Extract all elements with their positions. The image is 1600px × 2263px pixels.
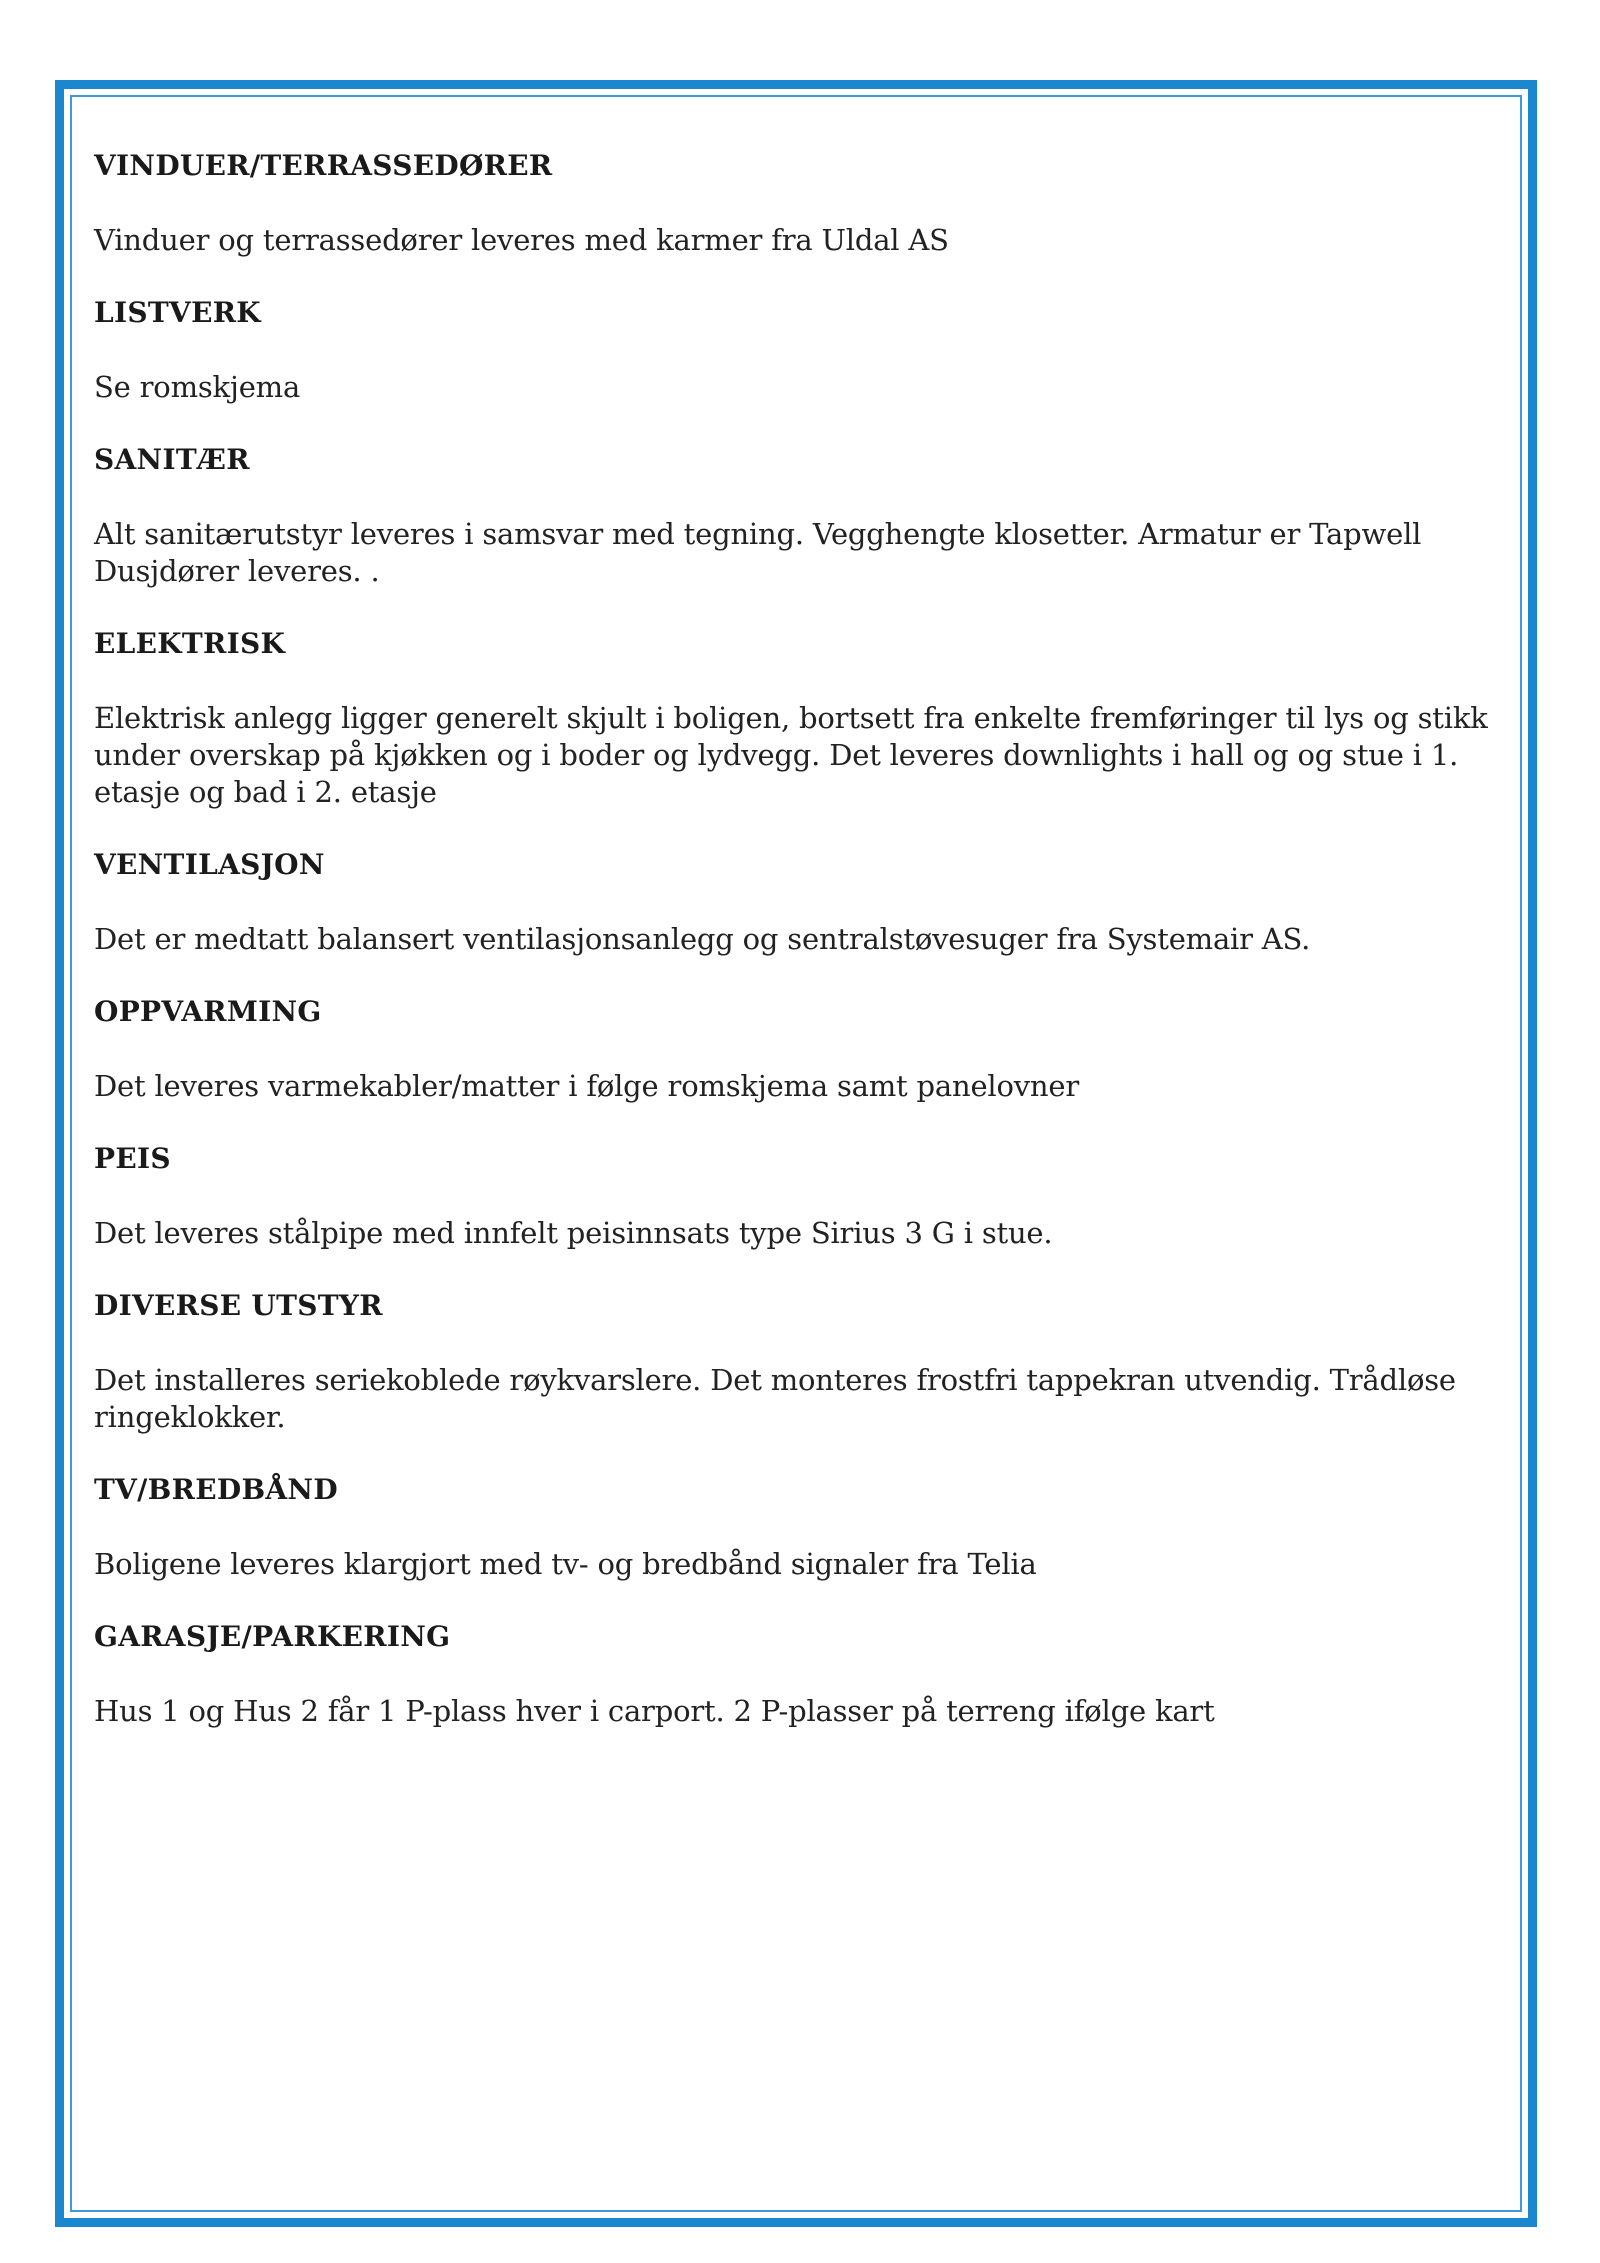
section-body: Det installeres seriekoblede røykvarslere. Det monteres frostfri tappekran utvendig. Trådløse ringeklokker. (94, 1363, 1456, 1434)
section-heading: DIVERSE UTSTYR (94, 1289, 383, 1322)
section-heading: TV/BREDBÅND (94, 1473, 338, 1506)
section-heading: VENTILASJON (94, 848, 325, 881)
section-body: Boligene leveres klargjort med tv- og bredbånd signaler fra Telia (94, 1547, 1037, 1581)
section-body: Alt sanitærutstyr leveres i samsvar med tegning. Vegghengte klosetter. Armatur er Tapwell Dusjdører leveres. . (94, 517, 1422, 588)
section-body: Det er medtatt balansert ventilasjonsanlegg og sentralstøvesuger fra Systemair AS. (94, 922, 1311, 956)
section-body: Elektrisk anlegg ligger generelt skjult i boligen, bortsett fra enkelte fremføringer til lys og stikk under overskap på kjøkken og i boder og lydvegg. Det leveres downlights i hall og og stue i 1. etasje og bad i 2. etasje (94, 701, 1488, 809)
section-heading: PEIS (94, 1142, 171, 1175)
section-garasje-parkering (94, 1619, 1504, 1730)
section-vinduer-terrassedorer (94, 148, 1504, 259)
section-ventilasjon (94, 847, 1504, 958)
section-heading: SANITÆR (94, 443, 250, 476)
section-body: Vinduer og terrassedører leveres med karmer fra Uldal AS (94, 223, 949, 257)
section-oppvarming (94, 994, 1504, 1105)
section-heading: VINDUER/TERRASSEDØRER (94, 149, 553, 182)
document-content (94, 148, 1504, 1766)
section-sanitaer (94, 442, 1504, 590)
section-heading: OPPVARMING (94, 995, 322, 1028)
section-heading: GARASJE/PARKERING (94, 1620, 451, 1653)
section-diverse-utstyr (94, 1288, 1504, 1436)
section-listverk (94, 295, 1504, 406)
section-elektrisk (94, 626, 1504, 811)
section-heading: ELEKTRISK (94, 627, 286, 660)
section-body: Det leveres stålpipe med innfelt peisinnsats type Sirius 3 G i stue. (94, 1216, 1053, 1250)
section-tv-bredband (94, 1472, 1504, 1583)
section-heading: LISTVERK (94, 296, 261, 329)
section-body: Det leveres varmekabler/matter i følge romskjema samt panelovner (94, 1069, 1080, 1103)
section-peis (94, 1141, 1504, 1252)
section-body: Se romskjema (94, 370, 301, 404)
section-body: Hus 1 og Hus 2 får 1 P-plass hver i carport. 2 P-plasser på terreng ifølge kart (94, 1694, 1215, 1728)
